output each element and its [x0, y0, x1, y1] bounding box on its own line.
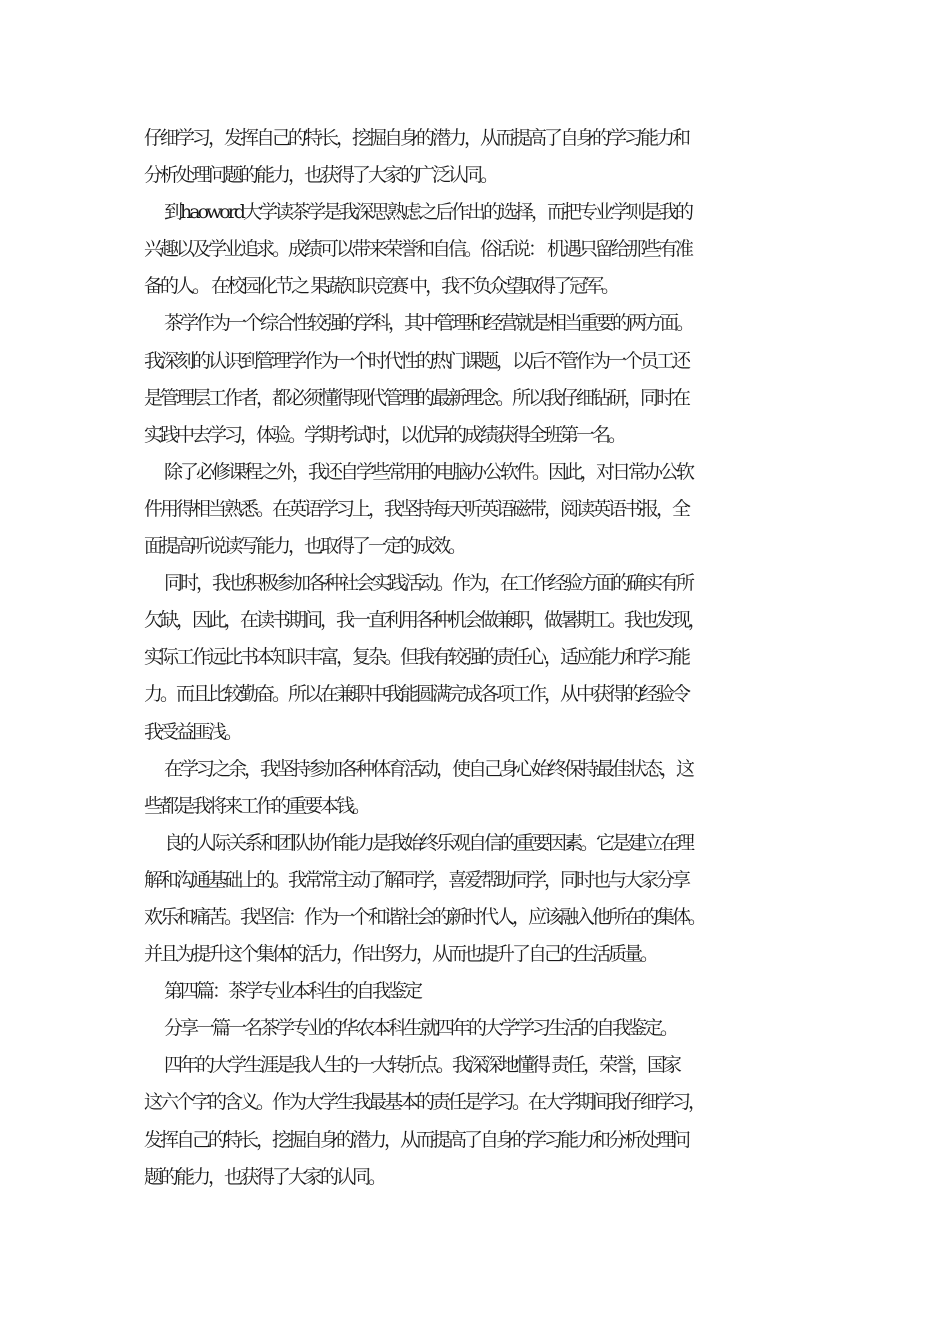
text-line: 分析处理问题的能力，也获得了大家的广泛认同。 [144, 164, 497, 187]
text-line: 实践中去学习，体验。学期考试时，以优异的成绩获得全班第一名。 [144, 423, 625, 446]
text-line: 些都是我将来工作的重要本钱。 [144, 794, 369, 817]
text-line: 面提高听说读写能力，也取得了一定的成效。 [144, 535, 465, 558]
text-line: 除了必修课程之外，我还自学些常用的电脑办公软件。因此，对日常办公软 [164, 460, 693, 483]
text-line: 在学习之余，我坚持参加各种体育活动，使自己身心始终保持最佳状态，这 [164, 757, 693, 780]
text-line: 仔细学习，发挥自己的特长，挖掘自身的潜力，从而提高了自身的学习能力和 [144, 127, 689, 149]
text-line: 发挥自己的特长，挖掘自身的潜力，从而提高了自身的学习能力和分析处理问 [144, 1128, 689, 1151]
text-line: 我深刻的认识到管理学作为一个时代性的热门课题，以后不管作为一个员工还 [144, 349, 689, 372]
text-line: 同时，我也积极参加各种社会实践活动。作为，在工作经验方面的确实有所 [164, 572, 693, 595]
text-line: 这六个字的含义。作为大学生我最基本的责任是学习。在大学期间我仔细学习， [144, 1091, 705, 1114]
text-line: 实际工作远比书本知识丰富，复杂。但我有较强的责任心，适应能力和学习能 [144, 646, 689, 669]
document-body [144, 120, 816, 1196]
text-line: 题的能力，也获得了大家的认同。 [144, 1165, 385, 1188]
text-line: 茶学作为一个综合性较强的学科，其中管理和经营就是相当重要的两方面。 [164, 312, 693, 335]
text-line: 到haoword大学读茶学是我深思熟虑之后作出的选择，而把专业学则是我的 [164, 201, 691, 224]
text-line: 欠缺，因此，在读书期间，我一直利用各种机会做兼职，做暑期工。我也发现， [144, 609, 705, 632]
text-line: 备的人。 在校园化节之 果蔬知识竞赛 中，我不负众望取得了冠军。 [144, 275, 618, 298]
text-line: 件用得相当熟悉。在英语学习上，我坚持每天听英语磁带，阅读英语书报，全 [144, 497, 689, 520]
text-line: 良的人际关系和团队协作能力是我始终乐观自信的重要因素。它是建立在理 [164, 831, 693, 854]
text-line: 是管理层工作者，都必须懂得现代管理的最新理念。所以我仔细钻研，同时在 [144, 386, 689, 409]
text-line: 力。而且比较勤奋。所以在兼职中我能圆满完成各项工作，从中获得的经验令 [144, 683, 689, 706]
text-line: 四年的大学生涯是我人生的一大转折点。我深深地懂得 责任，荣誉，国家 [164, 1054, 680, 1077]
text-line: 并且为提升这个集体的活力，作出努力，从而也提升了自己的生活质量。 [144, 943, 657, 966]
text-line: 我受益匪浅。 [144, 720, 241, 743]
text-line: 第四篇：茶学专业本科生的自我鉴定 [164, 980, 421, 1003]
text-line: 兴趣以及学业追求。成绩可以带来荣誉和自信。俗话说： 机遇只留给那些有准 [144, 238, 692, 261]
text-line: 解和沟通基础上的。我常常主动了解同学，喜爱帮助同学，同时也与大家分享 [144, 868, 689, 891]
text-line: 欢乐和痛苦。我坚信：作为一个和谐社会的新时代人，应该融入他所在的集体。 [144, 905, 705, 928]
text-line: 分享一篇一名茶学专业的华农本科生就四年的大学学习生活的自我鉴定。 [164, 1017, 677, 1040]
